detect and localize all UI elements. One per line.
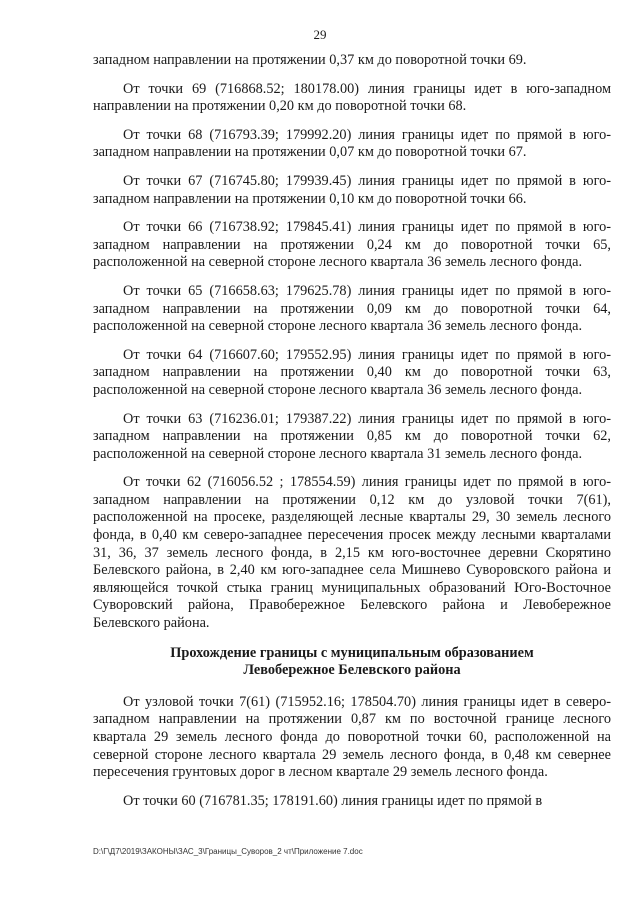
paragraph: От узловой точки 7(61) (715952.16; 178504.70) линия границы идет в северо-западном направлении на протяжении 0,87 км по восточной границе лесного квартала 29 земель лесного фонда до поворотной точки 60, расположенной на северной стороне лесного квартала 29 земель лесного фонда, в 0,48 км севернее пересечения грунтовых дорог в лесном квартале 29 земель лесного фонда.	[93, 693, 611, 781]
document-body	[93, 52, 611, 821]
paragraph: От точки 67 (716745.80; 179939.45) линия границы идет по прямой в юго-западном направлении на протяжении 0,10 км до поворотной точки 66.	[93, 172, 611, 207]
file-path-footer: D:\Г\Д7\2019\ЗАКОНЫ\ЗАС_3\Границы_Суворов_2 чт\Приложение 7.doc	[93, 847, 363, 856]
paragraph: От точки 69 (716868.52; 180178.00) линия границы идет в юго-западном направлении на протяжении 0,20 км до поворотной точки 68.	[93, 80, 611, 115]
paragraph: От точки 60 (716781.35; 178191.60) линия границы идет по прямой в	[123, 792, 543, 809]
paragraph: западном направлении на протяжении 0,37 км до поворотной точки 69.	[93, 52, 527, 68]
page-number: 29	[313, 27, 327, 42]
paragraph: От точки 62 (716056.52 ; 178554.59) линия границы идет по прямой в юго-западном направлении на протяжении 0,12 км до узловой точки 7(61), расположенной на просеке, разделяющей лесные кварталы 29, 30 земель лесного фонда, в 0,40 км северо-западнее пересечения просек между лесными кварталами 31, 36, 37 земель лесного фонда, в 2,15 км юго-восточнее деревни Скорятино Белевского района, в 2,40 км юго-западнее села Мишнево Суворовского района и являющейся точкой стыка границ муниципальных образований Юго-Восточное Суворовский района, Правобережное Белевского района и Левобережное Белевского района.	[93, 474, 611, 632]
heading-line: Прохождение границы с муниципальным образованием	[170, 644, 534, 661]
paragraph: От точки 63 (716236.01; 179387.22) линия границы идет по прямой в юго-западном направлении на протяжении 0,85 км до поворотной точки 62, расположенной на северной стороне лесного квартала 31 земель лесного фонда.	[93, 410, 611, 462]
heading-line: Левобережное Белевского района	[243, 662, 461, 679]
paragraph: От точки 66 (716738.92; 179845.41) линия границы идет по прямой в юго-западном направлении на протяжении 0,24 км до поворотной точки 65, расположенной на северной стороне лесного квартала 36 земель лесного фонда.	[93, 219, 611, 271]
paragraph: От точки 65 (716658.63; 179625.78) линия границы идет по прямой в юго-западном направлении на протяжении 0,09 км до поворотной точки 64, расположенной на северной стороне лесного квартала 36 земель лесного фонда.	[93, 282, 611, 335]
section-heading	[93, 645, 611, 680]
paragraph: От точки 64 (716607.60; 179552.95) линия границы идет по прямой в юго-западном направлении на протяжении 0,40 км до поворотной точки 63, расположенной на северной стороне лесного квартала 36 земель лесного фонда.	[93, 346, 611, 398]
paragraph: От точки 68 (716793.39; 179992.20) линия границы идет по прямой в юго-западном направлении на протяжении 0,07 км до поворотной точки 67.	[93, 126, 611, 161]
